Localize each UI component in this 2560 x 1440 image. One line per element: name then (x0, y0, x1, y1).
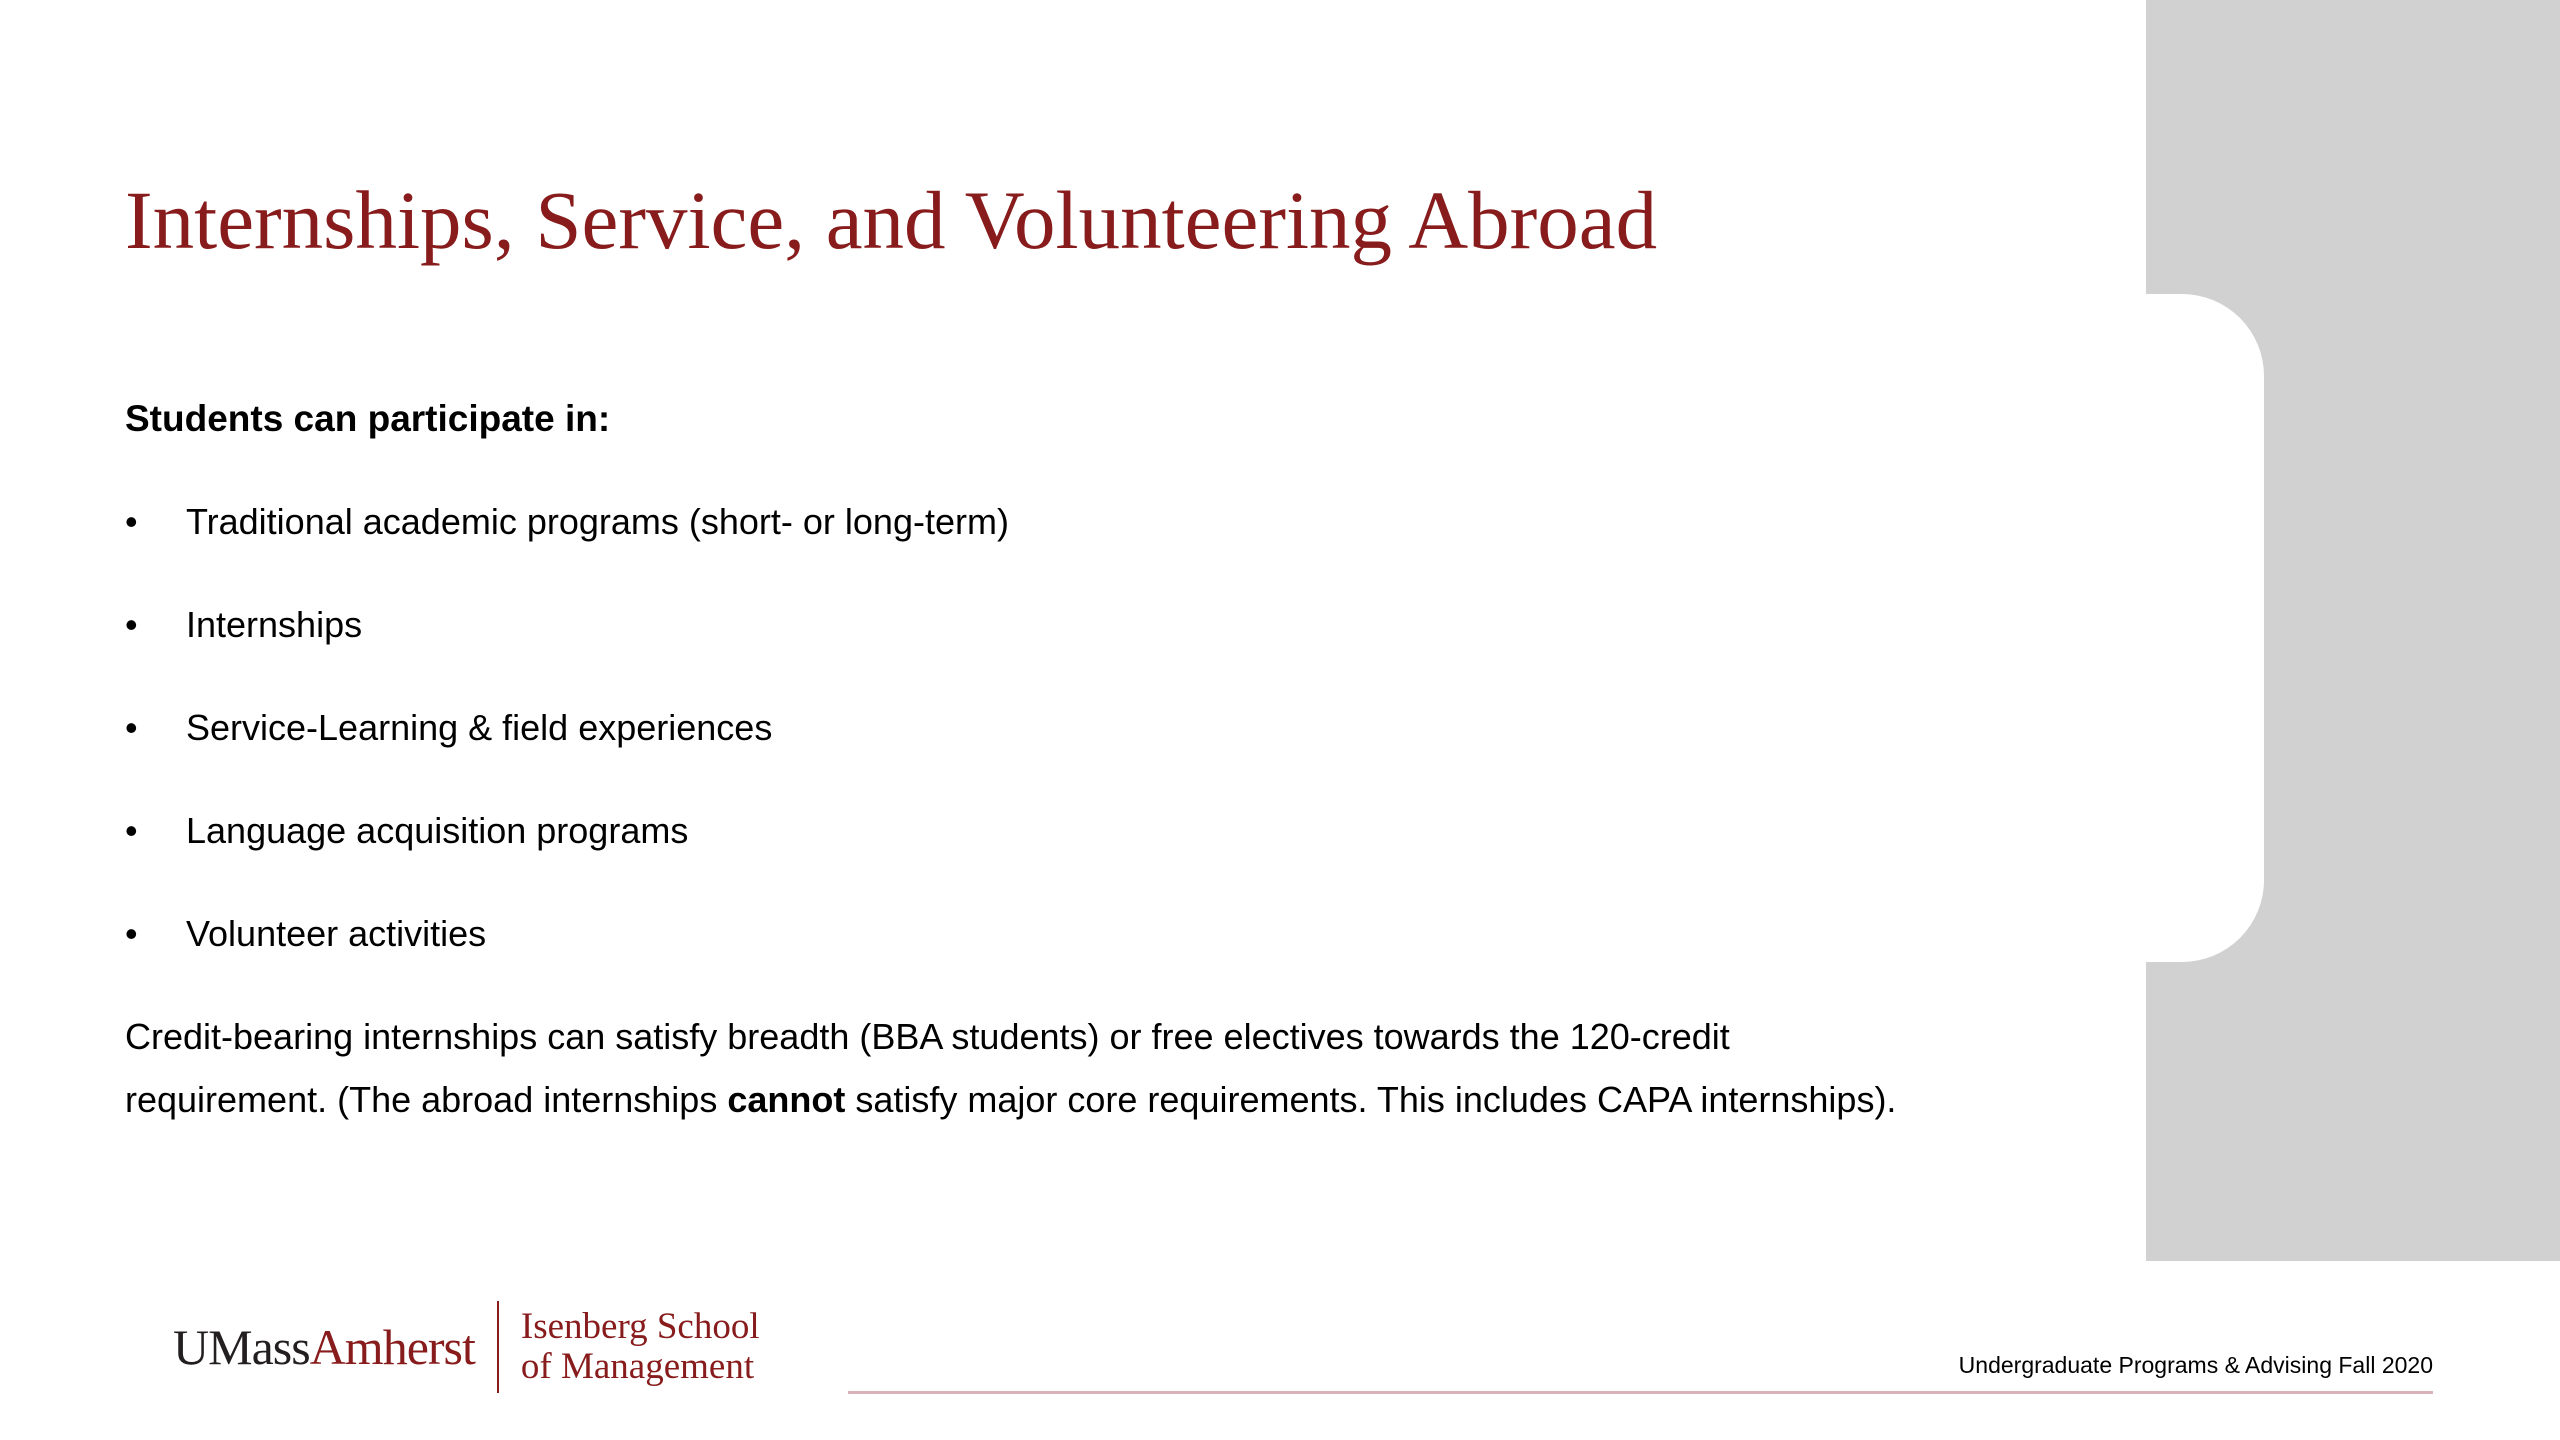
paragraph-text-end: satisfy major core requirements. This includes CAPA internships). (845, 1079, 1897, 1120)
paragraph-emphasis: cannot (727, 1079, 846, 1120)
logo-school-name (521, 1307, 760, 1387)
slide-title: Internships, Service, and Volunteering Abroad (125, 174, 1658, 266)
bullet-icon: • (125, 501, 138, 542)
footer-text: Undergraduate Programs & Advising Fall 2020 (1958, 1352, 2433, 1378)
bullet-icon: • (125, 810, 138, 851)
umass-isenberg-logo (173, 1300, 760, 1394)
logo-school-line1: Isenberg School (520, 1306, 760, 1347)
logo-amherst-text: Amherst (309, 1319, 475, 1375)
logo-divider (497, 1301, 499, 1393)
bullet-text: Volunteer activities (186, 913, 487, 954)
bullet-text: Traditional academic programs (short- or long-term) (186, 501, 1009, 542)
bullet-text: Language acquisition programs (186, 810, 689, 851)
intro-heading: Students can participate in: (125, 398, 611, 439)
logo-umass-text: UMass (173, 1319, 310, 1375)
paragraph-text-start: Credit-bearing internships can satisfy breadth (BBA students) or free electives towards the 120-credit requirement. (The abroad internships (125, 1016, 1730, 1120)
bullet-icon: • (125, 913, 138, 954)
bullet-icon: • (125, 707, 138, 748)
body-paragraph (125, 1005, 1915, 1131)
bullet-text: Service-Learning & field experiences (186, 707, 773, 748)
footer-rule (848, 1391, 2433, 1394)
logo-school-line2: of Management (520, 1346, 755, 1387)
bullet-text: Internships (186, 604, 363, 645)
logo-umass-amherst (173, 1318, 475, 1376)
bullet-icon: • (125, 604, 138, 645)
side-tab-decoration (2146, 294, 2264, 962)
